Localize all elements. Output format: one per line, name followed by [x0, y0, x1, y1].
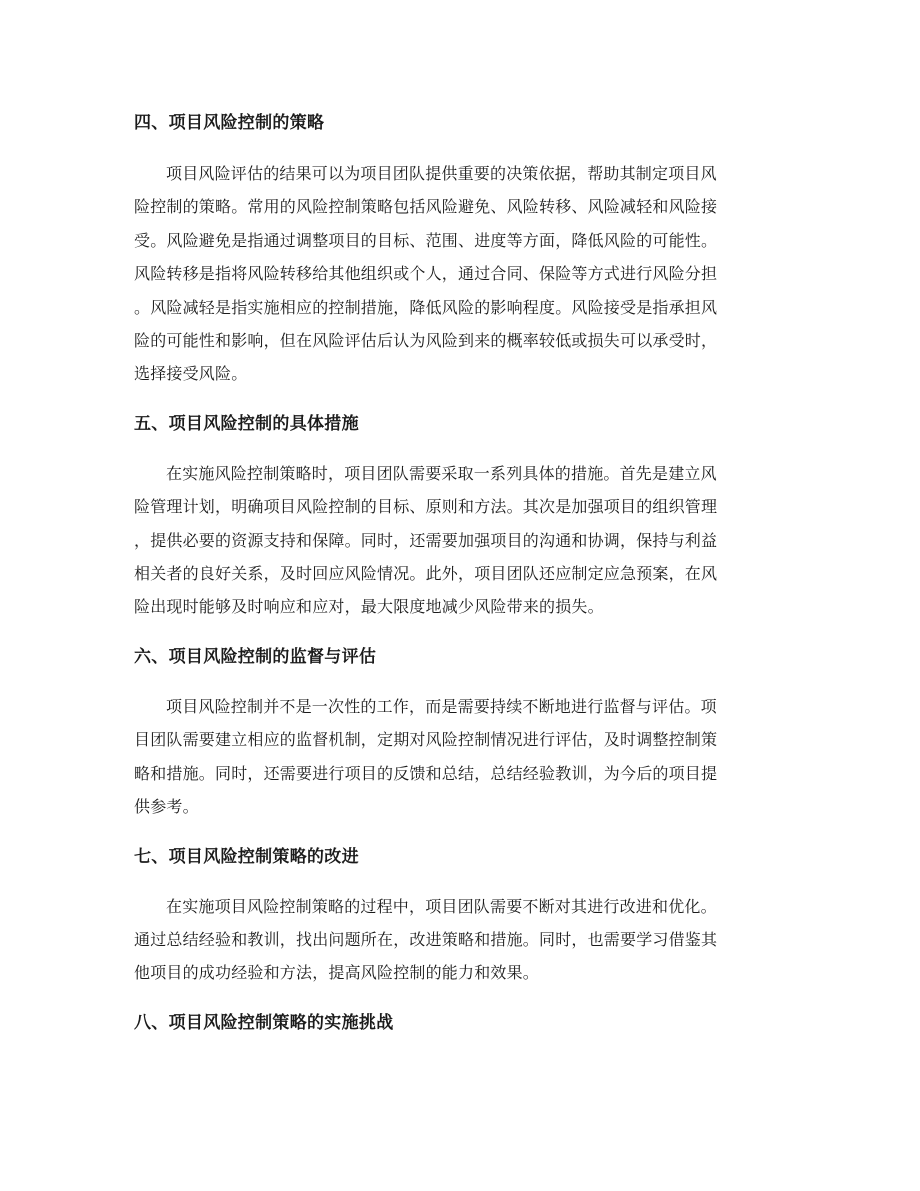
paragraph-line: 目团队需要建立相应的监督机制，定期对风险控制情况进行评估，及时调整控制策: [134, 730, 718, 750]
section-heading-5: 五、项目风险控制的具体措施: [134, 413, 359, 434]
paragraph-line: ，提供必要的资源支持和保障。同时，还需要加强项目的沟通和协调，保持与利益: [134, 530, 718, 550]
section-paragraph-4: [134, 157, 788, 391]
paragraph-line: 选择接受风险。: [134, 364, 248, 384]
paragraph-line: 通过总结经验和教训，找出问题所在，改进策略和措施。同时，也需要学习借鉴其: [134, 929, 718, 949]
paragraph-line: 在实施项目风险控制策略的过程中，项目团队需要不断对其进行改进和优化。: [166, 896, 717, 916]
section-heading-6: 六、项目风险控制的监督与评估: [134, 646, 377, 667]
paragraph-line: 相关者的良好关系，及时回应风险情况。此外，项目团队还应制定应急预案，在风: [134, 564, 718, 584]
section-heading-7: 七、项目风险控制策略的改进: [134, 846, 359, 867]
paragraph-line: 供参考。: [134, 797, 199, 817]
paragraph-line: 项目风险评估的结果可以为项目团队提供重要的决策依据，帮助其制定项目风: [166, 164, 717, 183]
section-paragraph-5: [134, 457, 788, 624]
paragraph-line: 险出现时能够及时响应和应对，最大限度地减少风险带来的损失。: [134, 597, 604, 617]
paragraph-line: 险控制的策略。常用的风险控制策略包括风险避免、风险转移、风险减轻和风险接: [134, 197, 718, 217]
paragraph-line: 。风险减轻是指实施相应的控制措施，降低风险的影响程度。风险接受是指承担风: [134, 297, 718, 317]
paragraph-line: 受。风险避免是指通过调整项目的目标、范围、进度等方面，降低风险的可能性。: [134, 230, 718, 250]
paragraph-line: 略和措施。同时，还需要进行项目的反馈和总结，总结经验教训，为今后的项目提: [134, 763, 718, 783]
paragraph-line: 项目风险控制并不是一次性的工作，而是需要持续不断地进行监督与评估。项: [166, 696, 717, 716]
document-page: [134, 100, 788, 1036]
paragraph-line: 在实施风险控制策略时，项目团队需要采取一系列具体的措施。首先是建立风: [166, 463, 717, 483]
section-paragraph-7: [134, 890, 788, 990]
paragraph-line: 险的可能性和影响，但在风险评估后认为风险到来的概率较低或损失可以承受时，: [134, 331, 718, 351]
paragraph-line: 风险转移是指将风险转移给其他组织或个人，通过合同、保险等方式进行风险分担: [134, 264, 718, 284]
section-heading-4: 四、项目风险控制的策略: [134, 113, 325, 133]
paragraph-line: 险管理计划，明确项目风险控制的目标、原则和方法。其次是加强项目的组织管理: [134, 497, 718, 517]
section-heading-8: 八、项目风险控制策略的实施挑战: [134, 1012, 394, 1033]
paragraph-line: 他项目的成功经验和方法，提高风险控制的能力和效果。: [134, 963, 540, 983]
section-paragraph-6: [134, 690, 788, 824]
